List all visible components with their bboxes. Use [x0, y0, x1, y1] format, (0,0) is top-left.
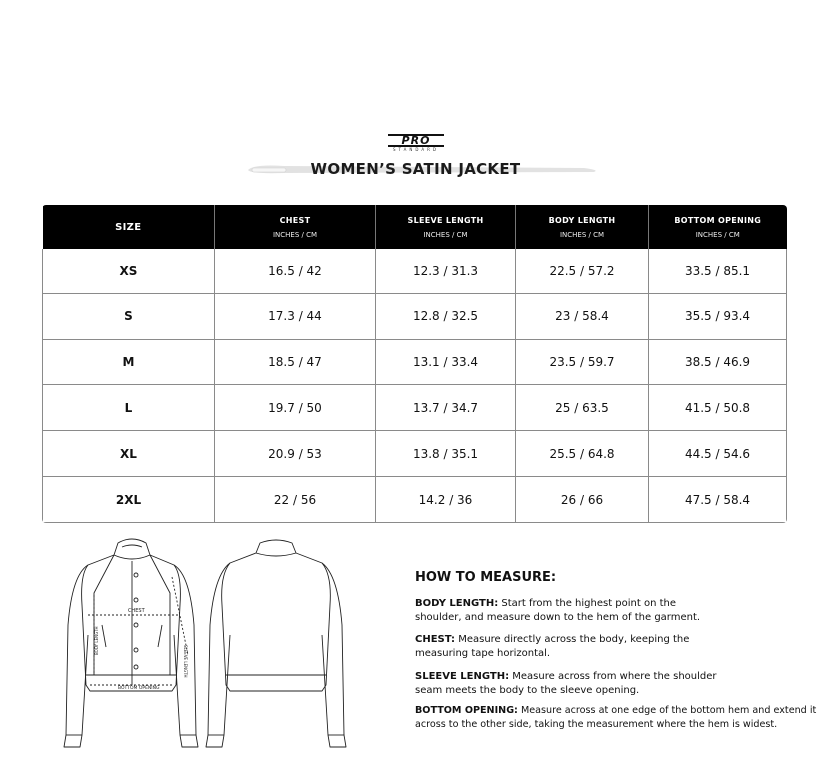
table-row: [43, 249, 787, 293]
table-cell: 22.5 / 57.2: [516, 249, 649, 293]
instruction-term: BOTTOM OPENING:: [415, 705, 518, 716]
table-cell: 16.5 / 42: [215, 249, 376, 293]
size-cell: S: [43, 293, 215, 339]
table-cell: 13.1 / 33.4: [376, 339, 516, 385]
instruction-text: shoulder, and measure down to the hem of the garment.: [415, 612, 701, 623]
table-cell: 12.8 / 32.5: [376, 293, 516, 339]
sleeve-length-label: SLEEVE LENGTH: [183, 645, 188, 678]
brand-logo: [388, 134, 444, 152]
header-unit: INCHES / CM: [272, 230, 318, 239]
header-body-length: [516, 205, 649, 249]
size-cell: XS: [43, 249, 215, 293]
table-cell: 35.5 / 93.4: [649, 293, 787, 339]
table-row: [43, 339, 787, 385]
logo-wordmark: PRO: [388, 134, 444, 147]
table-header-row: [43, 205, 787, 249]
instruction-term: CHEST:: [415, 634, 456, 645]
table-cell: 17.3 / 44: [215, 293, 376, 339]
header-label: SIZE: [115, 221, 142, 233]
instruction-text: Measure across from where the shoulder: [509, 671, 717, 682]
header-label: BODY LENGTH: [548, 215, 616, 225]
table-cell: 20.9 / 53: [215, 431, 376, 477]
table-row: [43, 293, 787, 339]
header-unit: INCHES / CM: [423, 230, 468, 239]
table-cell: 47.5 / 58.4: [649, 477, 787, 523]
size-cell: L: [43, 385, 215, 431]
header-size: [43, 205, 215, 249]
header-unit: INCHES / CM: [559, 230, 605, 239]
instruction-term: BODY LENGTH:: [415, 598, 499, 609]
instruction-bottom-opening: [415, 704, 816, 732]
header-unit: INCHES / CM: [695, 230, 740, 239]
instruction-text: across to the other side, taking the measurement where the hem is widest.: [415, 719, 778, 730]
jacket-back-drawing: [206, 540, 346, 747]
header-sleeve-length: [376, 205, 516, 249]
instruction-term: SLEEVE LENGTH:: [415, 671, 510, 682]
table-cell: 33.5 / 85.1: [649, 249, 787, 293]
instruction-text: Measure across at one edge of the bottom hem and extend it: [517, 705, 817, 716]
table-cell: 22 / 56: [215, 477, 376, 523]
table-cell: 14.2 / 36: [376, 477, 516, 523]
size-chart-table: [42, 205, 787, 523]
instruction-text: Start from the highest point on the: [498, 598, 677, 609]
instruction-text: measuring tape horizontal.: [415, 648, 551, 659]
table-cell: 41.5 / 50.8: [649, 385, 787, 431]
jacket-front-drawing: [64, 539, 198, 747]
table-cell: 44.5 / 54.6: [649, 431, 787, 477]
jacket-measurement-diagram: [60, 535, 360, 775]
logo-subtext: STANDARD: [392, 147, 439, 152]
bottom-opening-label: BOTTOM OPENING: [118, 686, 160, 691]
table-cell: 18.5 / 47: [215, 339, 376, 385]
table-cell: 25 / 63.5: [516, 385, 649, 431]
table-cell: 13.7 / 34.7: [376, 385, 516, 431]
instruction-sleeve-length: [415, 670, 717, 698]
header-label: CHEST: [279, 215, 311, 225]
header-chest: [215, 205, 376, 249]
table-row: [43, 477, 787, 523]
chest-label: CHEST: [128, 608, 145, 614]
header-label: BOTTOM OPENING: [674, 215, 762, 225]
instruction-body-length: [415, 597, 700, 625]
table-cell: 19.7 / 50: [215, 385, 376, 431]
table-cell: 26 / 66: [516, 477, 649, 523]
size-cell: 2XL: [43, 477, 215, 523]
body-length-label: BODY LENGTH: [94, 626, 99, 655]
table-cell: 25.5 / 64.8: [516, 431, 649, 477]
table-cell: 23 / 58.4: [516, 293, 649, 339]
table-row: [43, 385, 787, 431]
table-cell: 12.3 / 31.3: [376, 249, 516, 293]
size-cell: M: [43, 339, 215, 385]
size-cell: XL: [43, 431, 215, 477]
how-to-measure-heading: HOW TO MEASURE:: [415, 570, 557, 585]
instruction-text: Measure directly across the body, keeping the: [455, 634, 690, 645]
page-title: WOMEN’S SATIN JACKET: [310, 160, 521, 178]
instruction-text: seam meets the body to the sleeve opening.: [415, 685, 640, 696]
table-cell: 13.8 / 35.1: [376, 431, 516, 477]
header-bottom-opening: [649, 205, 787, 249]
table-cell: 38.5 / 46.9: [649, 339, 787, 385]
instruction-chest: [415, 633, 689, 661]
table-cell: 23.5 / 59.7: [516, 339, 649, 385]
header-label: SLEEVE LENGTH: [407, 215, 484, 225]
table-row: [43, 431, 787, 477]
